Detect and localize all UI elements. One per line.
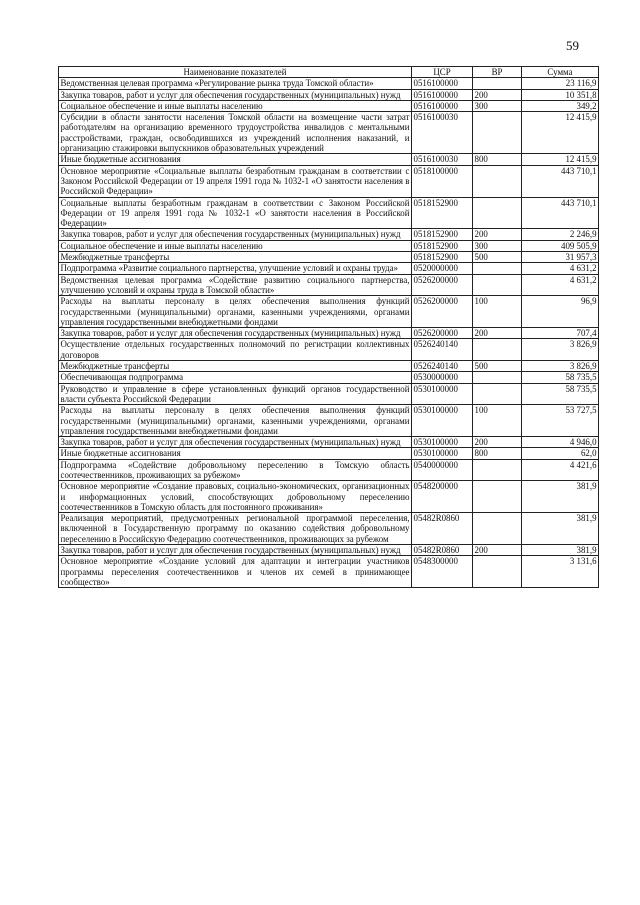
cell-name: Социальные выплаты безработным гражданам в соответствии с Законом Российской Федерации от 19 апреля 1991 года № 1032-1 «О занятости населения в Российской Федерации» [60, 197, 410, 229]
table-row [59, 154, 599, 165]
cell-csr: 0530100000 [412, 383, 473, 405]
cell-name: Субсидии в области занятости населения Томской области на возмещение части затрат работодателям на организацию временного трудоустройства инвалидов с ментальными расстройствами, граждан, освободившихся из учреждений исполнения наказаний, и организацию стажировки выпускников образовательных учреждений [60, 112, 410, 154]
cell-csr: 0516100030 [412, 112, 473, 154]
cell-sum: 4 631,2 [522, 274, 599, 296]
cell-vr: 500 [473, 361, 522, 372]
table-row [59, 405, 599, 437]
cell-csr: 0518152900 [412, 229, 473, 240]
cell-sum: 409 505,9 [522, 240, 599, 251]
cell-sum: 3 826,9 [522, 339, 599, 361]
table-row [59, 513, 599, 545]
cell-sum: 381,9 [522, 513, 599, 545]
cell-csr: 0516100000 [412, 100, 473, 111]
cell-sum: 23 116,9 [522, 78, 599, 89]
cell-vr: 200 [473, 545, 522, 556]
cell-name: Иные бюджетные ассигнования [59, 448, 412, 459]
table-row [59, 372, 599, 383]
table-body [59, 78, 599, 588]
cell-name: Основное мероприятие «Создание правовых, социально-экономических, организационных и информационных условий, способствующих добровольному переселению соотечественников в Томскую область для постоянного проживания» [60, 481, 410, 512]
cell-csr: 0548200000 [412, 481, 473, 513]
cell-sum: 3 131,6 [522, 556, 599, 588]
table-row [59, 100, 599, 111]
table-row [59, 165, 599, 197]
cell-csr: 0518152900 [412, 240, 473, 251]
cell-csr: 0516100030 [412, 154, 473, 165]
cell-sum: 12 415,9 [522, 112, 599, 154]
page-number: 59 [566, 38, 579, 53]
cell-vr [473, 339, 522, 361]
cell-sum: 2 246,9 [522, 229, 599, 240]
cell-name: Социальное обеспечение и иные выплаты населению [59, 100, 412, 111]
cell-vr: 200 [473, 437, 522, 448]
table-row [59, 197, 599, 229]
cell-sum: 4 946,0 [522, 437, 599, 448]
cell-sum: 96,9 [522, 296, 599, 328]
cell-vr: 200 [473, 229, 522, 240]
cell-csr: 0520000000 [412, 263, 473, 274]
cell-sum: 12 415,9 [522, 154, 599, 165]
cell-sum: 53 727,5 [522, 405, 599, 437]
cell-csr: 0530000000 [412, 372, 473, 383]
cell-name: Реализация мероприятий, предусмотренных региональной программой переселения, включенной в Государственную программу по оказанию содействия добровольному переселению в Российскую Федерацию соотечественников, проживающих за рубежом [60, 513, 410, 544]
cell-vr [473, 165, 522, 197]
cell-csr: 05482R0860 [412, 545, 473, 556]
cell-vr: 300 [473, 100, 522, 111]
cell-csr: 0518152900 [412, 197, 473, 229]
table-row [59, 274, 599, 296]
cell-vr: 800 [473, 154, 522, 165]
cell-csr: 0526240140 [412, 339, 473, 361]
header-csr: ЦСР [412, 67, 473, 78]
cell-csr: 0516100000 [412, 78, 473, 89]
cell-vr: 300 [473, 240, 522, 251]
table-row [59, 328, 599, 339]
table-row [59, 481, 599, 513]
cell-vr [473, 513, 522, 545]
cell-name: Ведомственная целевая программа «Содействие развитию социального партнерства, улучшению условий и охраны труда в Томской области» [60, 274, 410, 295]
table-row [59, 229, 599, 240]
cell-csr: 0526200000 [412, 296, 473, 328]
cell-name: Социальное обеспечение и иные выплаты населению [59, 240, 412, 251]
table-row [59, 89, 599, 100]
table-row [59, 263, 599, 274]
cell-sum: 4 631,2 [522, 263, 599, 274]
cell-name: Закупка товаров, работ и услуг для обеспечения государственных (муниципальных) нужд [59, 229, 412, 240]
cell-csr: 0518152900 [412, 252, 473, 263]
cell-name: Обеспечивающая подпрограмма [59, 372, 412, 383]
cell-sum: 3 826,9 [522, 361, 599, 372]
cell-sum: 381,9 [522, 545, 599, 556]
cell-vr [473, 459, 522, 481]
cell-name: Ведомственная целевая программа «Регулирование рынка труда Томской области» [59, 78, 412, 89]
table-row [59, 339, 599, 361]
cell-csr: 0530100000 [412, 448, 473, 459]
cell-csr: 0526200000 [412, 274, 473, 296]
cell-vr [473, 112, 522, 154]
cell-csr: 0530100000 [412, 405, 473, 437]
table-row [59, 459, 599, 481]
cell-csr: 0516100000 [412, 89, 473, 100]
cell-sum: 381,9 [522, 481, 599, 513]
cell-vr [473, 263, 522, 274]
table-row [59, 383, 599, 405]
cell-csr: 0526240140 [412, 361, 473, 372]
cell-csr: 0548300000 [412, 556, 473, 588]
cell-name: Подпрограмма «Развитие социального партнерства, улучшение условий и охраны труда» [59, 263, 412, 274]
cell-vr: 500 [473, 252, 522, 263]
cell-name: Межбюджетные трансферты [59, 252, 412, 263]
cell-name: Межбюджетные трансферты [59, 361, 412, 372]
budget-table [58, 66, 599, 588]
table-row [59, 437, 599, 448]
table-row [59, 240, 599, 251]
cell-vr [473, 197, 522, 229]
table-row [59, 78, 599, 89]
cell-name: Закупка товаров, работ и услуг для обеспечения государственных (муниципальных) нужд [59, 437, 412, 448]
cell-vr [473, 383, 522, 405]
cell-csr: 0526200000 [412, 328, 473, 339]
cell-sum: 58 735,5 [522, 372, 599, 383]
cell-sum: 349,2 [522, 100, 599, 111]
cell-name: Подпрограмма «Содействие добровольному переселению в Томскую область соотечественников, проживающих за рубежом» [60, 459, 410, 480]
cell-vr: 100 [473, 405, 522, 437]
cell-vr [473, 372, 522, 383]
cell-csr: 0530100000 [412, 437, 473, 448]
cell-csr: 0540000000 [412, 459, 473, 481]
cell-name: Закупка товаров, работ и услуг для обеспечения государственных (муниципальных) нужд [59, 89, 412, 100]
cell-name: Основное мероприятие «Создание условий для адаптации и интеграции участников программы переселения соотечественников и членов их семей в принимающее сообщество» [60, 556, 410, 587]
cell-sum: 62,0 [522, 448, 599, 459]
cell-sum: 58 735,5 [522, 383, 599, 405]
header-name: Наименование показателей [59, 67, 412, 78]
table-row [59, 556, 599, 588]
cell-vr: 200 [473, 328, 522, 339]
cell-vr [473, 481, 522, 513]
cell-sum: 10 351,8 [522, 89, 599, 100]
cell-vr: 800 [473, 448, 522, 459]
table-row [59, 361, 599, 372]
cell-vr [473, 274, 522, 296]
cell-sum: 443 710,1 [522, 165, 599, 197]
header-vr: ВР [473, 67, 522, 78]
cell-sum: 707,4 [522, 328, 599, 339]
header-sum: Сумма [522, 67, 599, 78]
cell-name: Закупка товаров, работ и услуг для обеспечения государственных (муниципальных) нужд [59, 328, 412, 339]
cell-csr: 0518100000 [412, 165, 473, 197]
table-row [59, 252, 599, 263]
cell-sum: 31 957,3 [522, 252, 599, 263]
cell-name: Руководство и управление в сфере установленных функций органов государственной власти субъекта Российской Федерации [60, 383, 410, 404]
cell-name: Расходы на выплаты персоналу в целях обеспечения выполнения функций государственными (муниципальными) органами, казенными учреждениями, органами управления государственными внебюджетными фондами [60, 296, 410, 327]
cell-vr: 100 [473, 296, 522, 328]
cell-name: Расходы на выплаты персоналу в целях обеспечения выполнения функций государственными (муниципальными) органами, казенными учреждениями, органами управления государственными внебюджетными фондами [60, 405, 410, 436]
cell-vr [473, 78, 522, 89]
table-row [59, 296, 599, 328]
cell-csr: 05482R0860 [412, 513, 473, 545]
table-row [59, 448, 599, 459]
cell-name: Иные бюджетные ассигнования [59, 154, 412, 165]
cell-vr: 200 [473, 89, 522, 100]
cell-sum: 443 710,1 [522, 197, 599, 229]
table-row [59, 112, 599, 154]
cell-vr [473, 556, 522, 588]
table-header-row [59, 67, 599, 78]
cell-name: Осуществление отдельных государственных полномочий по регистрации коллективных договоров [60, 339, 410, 360]
cell-name: Основное мероприятие «Социальные выплаты безработным гражданам в соответствии с Законом Российской Федерации от 19 апреля 1991 года № 1032-1 «О занятости населения в Российской Федерации» [60, 165, 410, 197]
cell-sum: 4 421,6 [522, 459, 599, 481]
table-row [59, 545, 599, 556]
cell-name: Закупка товаров, работ и услуг для обеспечения государственных (муниципальных) нужд [59, 545, 412, 556]
